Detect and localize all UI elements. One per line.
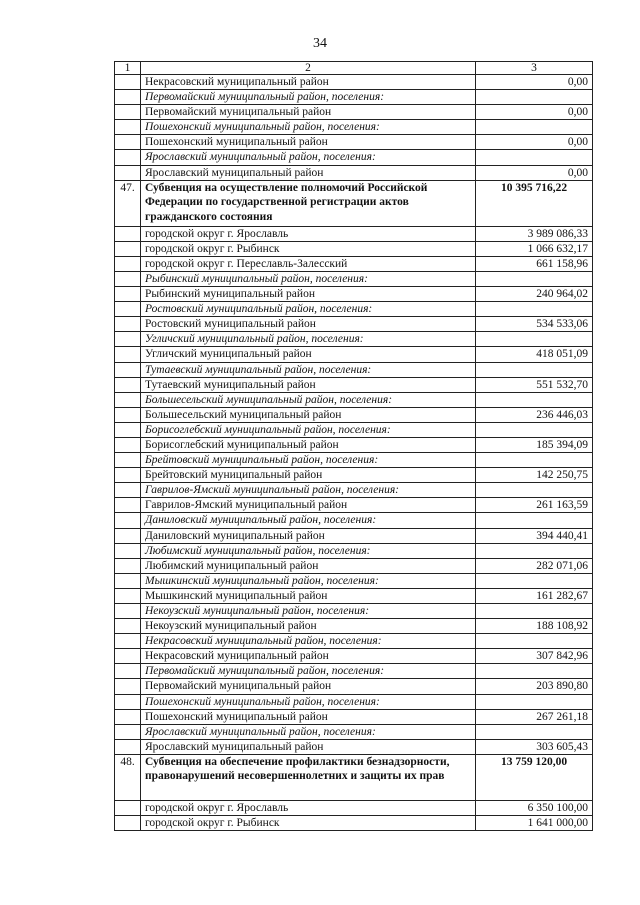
- row-amount: 188 108,92: [476, 619, 593, 634]
- section-row: [115, 754, 593, 800]
- table-row: [115, 739, 593, 754]
- table-row: [115, 256, 593, 271]
- row-number: 48.: [115, 754, 141, 800]
- table-row: [115, 407, 593, 422]
- table-row: [115, 377, 593, 392]
- row-name: Ярославский муниципальный район, поселения:: [141, 724, 476, 739]
- row-number: [115, 241, 141, 256]
- table-row: [115, 558, 593, 573]
- subheading-row: [115, 694, 593, 709]
- table-row: [115, 498, 593, 513]
- row-number: [115, 649, 141, 664]
- row-name: Некрасовский муниципальный район: [141, 649, 476, 664]
- row-amount: [476, 543, 593, 558]
- subheading-row: [115, 271, 593, 286]
- section-row: [115, 180, 593, 226]
- row-amount: 418 051,09: [476, 347, 593, 362]
- row-number: [115, 679, 141, 694]
- row-number: [115, 75, 141, 90]
- row-amount: [476, 302, 593, 317]
- row-amount: 13 759 120,00: [476, 754, 593, 800]
- row-amount: [476, 724, 593, 739]
- row-amount: 142 250,75: [476, 468, 593, 483]
- row-amount: 661 158,96: [476, 256, 593, 271]
- row-number: [115, 105, 141, 120]
- row-number: [115, 483, 141, 498]
- row-name: Пошехонский муниципальный район: [141, 135, 476, 150]
- table-row: [115, 468, 593, 483]
- row-amount: 10 395 716,22: [476, 180, 593, 226]
- row-name: Угличский муниципальный район: [141, 347, 476, 362]
- row-amount: [476, 483, 593, 498]
- row-amount: [476, 664, 593, 679]
- row-number: [115, 573, 141, 588]
- row-name: Большесельский муниципальный район, поселения:: [141, 392, 476, 407]
- row-name: Рыбинский муниципальный район: [141, 287, 476, 302]
- subheading-row: [115, 392, 593, 407]
- table-row: [115, 679, 593, 694]
- row-name: Борисоглебский муниципальный район, поселения:: [141, 422, 476, 437]
- row-amount: [476, 573, 593, 588]
- row-number: [115, 407, 141, 422]
- table-row: [115, 649, 593, 664]
- table-row: [115, 816, 593, 831]
- row-name: Брейтовский муниципальный район, поселения:: [141, 453, 476, 468]
- row-number: [115, 135, 141, 150]
- row-amount: 551 532,70: [476, 377, 593, 392]
- subheading-row: [115, 634, 593, 649]
- row-amount: 6 350 100,00: [476, 800, 593, 815]
- row-amount: [476, 453, 593, 468]
- row-name: городской округ г. Ярославль: [141, 800, 476, 815]
- subheading-row: [115, 332, 593, 347]
- table-row: [115, 105, 593, 120]
- row-name: Ростовский муниципальный район, поселения:: [141, 302, 476, 317]
- subheading-row: [115, 453, 593, 468]
- row-name: Пошехонский муниципальный район, поселения:: [141, 694, 476, 709]
- table-header-row: [115, 62, 593, 75]
- row-number: [115, 362, 141, 377]
- table-row: [115, 437, 593, 452]
- row-name: Ярославский муниципальный район: [141, 165, 476, 180]
- header-col-1: 1: [115, 62, 141, 75]
- subheading-row: [115, 422, 593, 437]
- row-number: [115, 513, 141, 528]
- row-name: Первомайский муниципальный район: [141, 679, 476, 694]
- row-name: Любимский муниципальный район, поселения:: [141, 543, 476, 558]
- table-row: [115, 226, 593, 241]
- table-row: [115, 75, 593, 90]
- row-number: [115, 588, 141, 603]
- row-number: [115, 558, 141, 573]
- row-name: Пошехонский муниципальный район, поселения:: [141, 120, 476, 135]
- row-name: Тутаевский муниципальный район: [141, 377, 476, 392]
- header-col-2: 2: [141, 62, 476, 75]
- row-amount: [476, 694, 593, 709]
- row-name: Некоузский муниципальный район: [141, 619, 476, 634]
- row-number: [115, 800, 141, 815]
- row-amount: 534 533,06: [476, 317, 593, 332]
- row-amount: 185 394,09: [476, 437, 593, 452]
- row-name: Первомайский муниципальный район: [141, 105, 476, 120]
- row-amount: [476, 513, 593, 528]
- row-amount: 282 071,06: [476, 558, 593, 573]
- table-row: [115, 287, 593, 302]
- row-number: [115, 271, 141, 286]
- row-number: [115, 453, 141, 468]
- row-amount: [476, 120, 593, 135]
- row-number: [115, 664, 141, 679]
- row-amount: 161 282,67: [476, 588, 593, 603]
- row-number: [115, 302, 141, 317]
- row-number: [115, 287, 141, 302]
- row-amount: [476, 362, 593, 377]
- table-row: [115, 588, 593, 603]
- row-number: [115, 543, 141, 558]
- row-number: [115, 619, 141, 634]
- row-name: Даниловский муниципальный район: [141, 528, 476, 543]
- header-col-3: 3: [476, 62, 593, 75]
- row-name: Угличский муниципальный район, поселения:: [141, 332, 476, 347]
- row-name: Первомайский муниципальный район, поселения:: [141, 90, 476, 105]
- row-number: [115, 165, 141, 180]
- row-number: [115, 347, 141, 362]
- table-row: [115, 528, 593, 543]
- row-name: Некоузский муниципальный район, поселения:: [141, 604, 476, 619]
- row-name: Мышкинский муниципальный район: [141, 588, 476, 603]
- row-number: [115, 120, 141, 135]
- subheading-row: [115, 483, 593, 498]
- row-amount: [476, 332, 593, 347]
- row-number: [115, 724, 141, 739]
- table-row: [115, 347, 593, 362]
- row-name: Субвенция на осуществление полномочий Российской Федерации по государственной регистрации актов гражданского состояния: [141, 180, 476, 226]
- row-amount: 0,00: [476, 165, 593, 180]
- page-number: 34: [313, 36, 327, 51]
- row-amount: 303 605,43: [476, 739, 593, 754]
- row-amount: 1 641 000,00: [476, 816, 593, 831]
- row-number: [115, 332, 141, 347]
- row-number: [115, 90, 141, 105]
- subheading-row: [115, 150, 593, 165]
- table-row: [115, 800, 593, 815]
- row-amount: 0,00: [476, 135, 593, 150]
- row-amount: 1 066 632,17: [476, 241, 593, 256]
- row-amount: 0,00: [476, 75, 593, 90]
- row-name: Тутаевский муниципальный район, поселения:: [141, 362, 476, 377]
- row-amount: 0,00: [476, 105, 593, 120]
- subheading-row: [115, 543, 593, 558]
- row-number: [115, 468, 141, 483]
- row-amount: [476, 604, 593, 619]
- table-row: [115, 317, 593, 332]
- row-amount: 307 842,96: [476, 649, 593, 664]
- row-number: [115, 256, 141, 271]
- subvention-table: [114, 61, 593, 831]
- row-name: городской округ г. Рыбинск: [141, 241, 476, 256]
- row-name: Большесельский муниципальный район: [141, 407, 476, 422]
- row-name: Ярославский муниципальный район, поселения:: [141, 150, 476, 165]
- row-name: Даниловский муниципальный район, поселения:: [141, 513, 476, 528]
- subheading-row: [115, 90, 593, 105]
- row-number: [115, 816, 141, 831]
- row-number: [115, 709, 141, 724]
- row-number: [115, 422, 141, 437]
- row-name: Ростовский муниципальный район: [141, 317, 476, 332]
- row-amount: 3 989 086,33: [476, 226, 593, 241]
- row-name: Некрасовский муниципальный район: [141, 75, 476, 90]
- row-name: Рыбинский муниципальный район, поселения:: [141, 271, 476, 286]
- row-number: [115, 377, 141, 392]
- row-amount: 240 964,02: [476, 287, 593, 302]
- row-name: Первомайский муниципальный район, поселения:: [141, 664, 476, 679]
- row-amount: [476, 150, 593, 165]
- subheading-row: [115, 604, 593, 619]
- row-name: Гаврилов-Ямский муниципальный район, поселения:: [141, 483, 476, 498]
- row-number: [115, 392, 141, 407]
- row-number: [115, 739, 141, 754]
- table-row: [115, 135, 593, 150]
- subheading-row: [115, 120, 593, 135]
- row-number: [115, 634, 141, 649]
- row-name: Мышкинский муниципальный район, поселения:: [141, 573, 476, 588]
- table-row: [115, 619, 593, 634]
- table-row: [115, 709, 593, 724]
- row-amount: [476, 392, 593, 407]
- row-name: Пошехонский муниципальный район: [141, 709, 476, 724]
- row-number: [115, 604, 141, 619]
- row-amount: 394 440,41: [476, 528, 593, 543]
- row-amount: 267 261,18: [476, 709, 593, 724]
- row-amount: [476, 271, 593, 286]
- row-name: Гаврилов-Ямский муниципальный район: [141, 498, 476, 513]
- row-amount: 203 890,80: [476, 679, 593, 694]
- subheading-row: [115, 362, 593, 377]
- table-row: [115, 241, 593, 256]
- row-amount: [476, 422, 593, 437]
- row-number: [115, 694, 141, 709]
- row-amount: 261 163,59: [476, 498, 593, 513]
- row-number: [115, 498, 141, 513]
- row-number: [115, 437, 141, 452]
- row-name: Брейтовский муниципальный район: [141, 468, 476, 483]
- row-amount: 236 446,03: [476, 407, 593, 422]
- row-number: 47.: [115, 180, 141, 226]
- subheading-row: [115, 302, 593, 317]
- subheading-row: [115, 573, 593, 588]
- row-amount: [476, 90, 593, 105]
- row-amount: [476, 634, 593, 649]
- row-number: [115, 226, 141, 241]
- row-name: городской округ г. Ярославль: [141, 226, 476, 241]
- row-name: городской округ г. Рыбинск: [141, 816, 476, 831]
- row-name: Любимский муниципальный район: [141, 558, 476, 573]
- row-name: Борисоглебский муниципальный район: [141, 437, 476, 452]
- row-number: [115, 528, 141, 543]
- row-name: Некрасовский муниципальный район, поселения:: [141, 634, 476, 649]
- row-name: Субвенция на обеспечение профилактики безнадзорности, правонарушений несовершеннолетних и защиты их прав: [141, 754, 476, 800]
- subheading-row: [115, 513, 593, 528]
- subheading-row: [115, 724, 593, 739]
- row-name: городской округ г. Переславль-Залесский: [141, 256, 476, 271]
- row-number: [115, 317, 141, 332]
- row-number: [115, 150, 141, 165]
- subheading-row: [115, 664, 593, 679]
- table-row: [115, 165, 593, 180]
- row-name: Ярославский муниципальный район: [141, 739, 476, 754]
